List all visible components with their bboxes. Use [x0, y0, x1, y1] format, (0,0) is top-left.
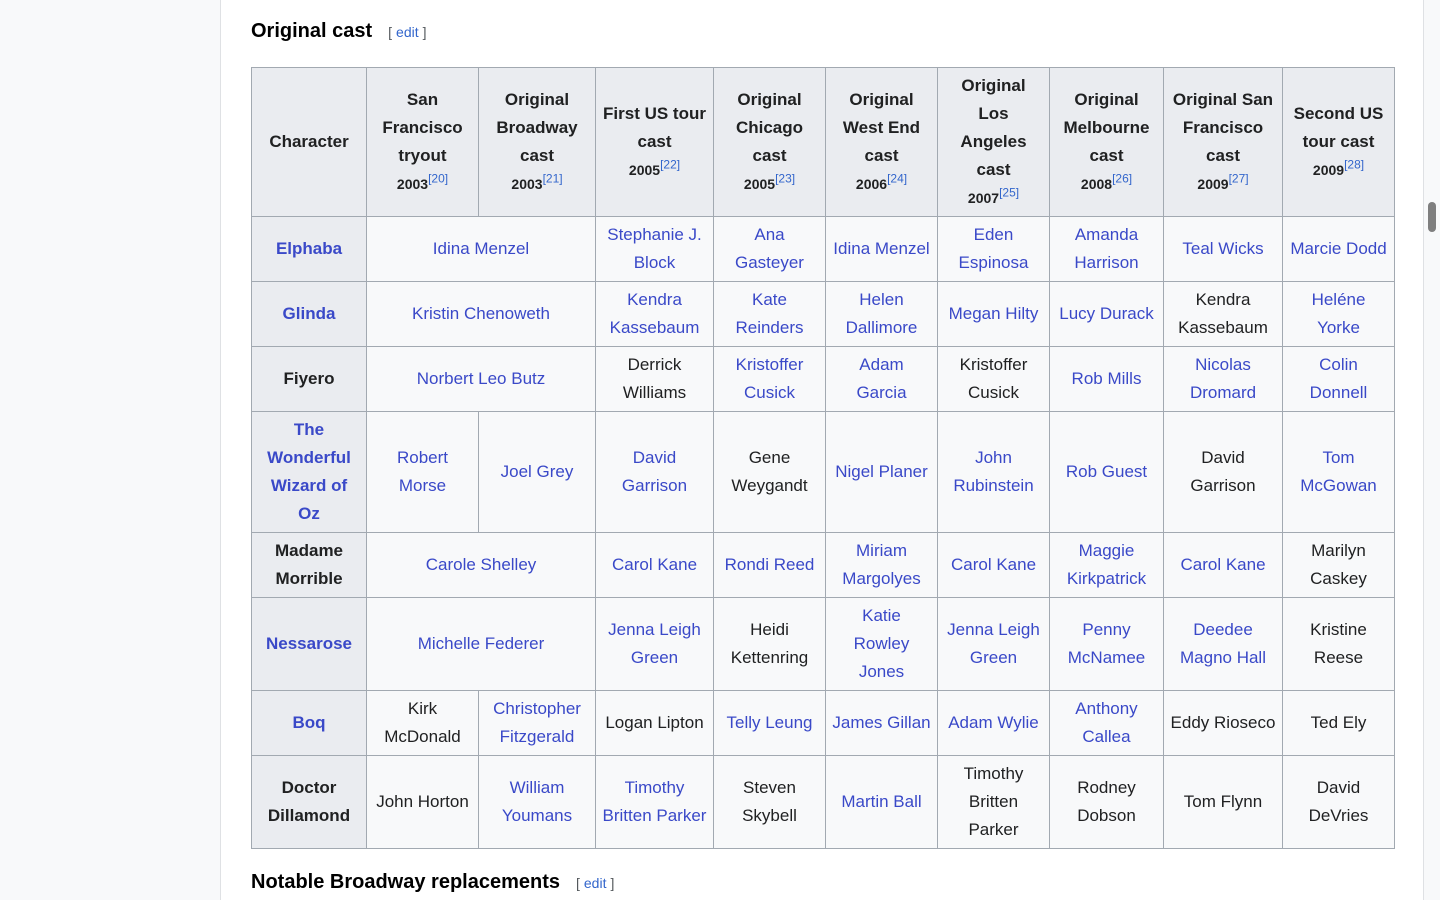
actor-link[interactable]: Deedee Magno Hall [1180, 620, 1266, 667]
cast-cell [1164, 598, 1283, 691]
cast-cell [367, 347, 596, 412]
actor-link[interactable]: Stephanie J. Block [607, 225, 702, 272]
cast-cell [367, 217, 596, 282]
cast-cell [826, 412, 938, 533]
actor-name: Marilyn Caskey [1310, 541, 1367, 588]
actor-link[interactable]: Kristin Chenoweth [412, 304, 550, 323]
actor-link[interactable]: Heléne Yorke [1311, 290, 1366, 337]
cast-cell [826, 217, 938, 282]
citation-link[interactable]: [23] [775, 171, 796, 186]
actor-name: Rodney Dobson [1077, 778, 1136, 825]
article-content [220, 0, 1424, 900]
cast-cell [826, 691, 938, 756]
actor-link[interactable]: Amanda Harrison [1074, 225, 1139, 272]
citation-link[interactable]: [26] [1112, 171, 1133, 186]
citation-link[interactable]: [20] [428, 171, 449, 186]
actor-link[interactable]: Rob Guest [1065, 462, 1148, 481]
column-header: Original Los Angeles cast 2007[25] [938, 68, 1050, 217]
cast-cell [596, 756, 714, 849]
actor-link[interactable]: Megan Hilty [948, 304, 1039, 323]
cast-cell [1283, 756, 1395, 849]
cast-cell [367, 412, 479, 533]
header-row [252, 68, 1395, 217]
actor-link[interactable]: James Gillan [832, 713, 931, 732]
character-cell [252, 598, 367, 691]
actor-link[interactable]: David Garrison [621, 448, 688, 495]
character-cell [252, 347, 367, 412]
actor-link[interactable]: Kendra Kassebaum [609, 290, 700, 337]
actor-name: Kendra Kassebaum [1178, 290, 1268, 337]
cast-cell [367, 598, 596, 691]
character-cell [252, 691, 367, 756]
cast-cell [596, 282, 714, 347]
actor-link[interactable]: Katie Rowley Jones [853, 606, 910, 681]
citation-link[interactable]: [25] [999, 185, 1020, 200]
cast-cell [1283, 217, 1395, 282]
cast-cell [714, 598, 826, 691]
cast-cell [479, 756, 596, 849]
actor-link[interactable]: Lucy Durack [1059, 304, 1154, 323]
actor-link[interactable]: Christopher Fitzgerald [493, 699, 581, 746]
section-heading-notable-replacements [251, 871, 614, 894]
cast-cell [714, 412, 826, 533]
actor-link[interactable]: Idina Menzel [432, 239, 530, 258]
actor-link[interactable]: Carol Kane [1180, 555, 1266, 574]
cast-cell [714, 282, 826, 347]
cast-cell [1164, 412, 1283, 533]
section-heading-original-cast [251, 20, 427, 43]
cast-cell [714, 691, 826, 756]
character-name: Fiyero [283, 369, 335, 388]
column-header: San Francisco tryout 2003[20] [367, 68, 479, 217]
cast-cell [596, 217, 714, 282]
actor-name: Heidi Kettenring [730, 620, 809, 667]
actor-link[interactable]: Marcie Dodd [1290, 239, 1387, 258]
actor-name: Logan Lipton [605, 713, 704, 732]
actor-name: Kristoffer Cusick [959, 355, 1028, 402]
column-header: Original West End cast 2006[24] [826, 68, 938, 217]
column-header: Original Broadway cast 2003[21] [479, 68, 596, 217]
citation-link[interactable]: [21] [542, 171, 563, 186]
cast-cell [1283, 598, 1395, 691]
edit-section: [ edit ] [388, 24, 427, 40]
actor-link[interactable]: Nigel Planer [835, 462, 928, 481]
actor-link[interactable]: Colin Donnell [1309, 355, 1368, 402]
actor-link[interactable]: Adam Garcia [856, 355, 907, 402]
cast-cell [367, 282, 596, 347]
character-cell [252, 533, 367, 598]
table-row [252, 412, 1395, 533]
cast-cell [938, 598, 1050, 691]
citation-link[interactable]: [28] [1344, 157, 1365, 172]
actor-name: Kristine Reese [1310, 620, 1367, 667]
cast-cell [596, 598, 714, 691]
cast-cell [367, 533, 596, 598]
table-row [252, 217, 1395, 282]
actor-link[interactable]: Anthony Callea [1075, 699, 1138, 746]
actor-name: Steven Skybell [742, 778, 797, 825]
actor-link[interactable]: Kristoffer Cusick [735, 355, 804, 402]
actor-name: Eddy Rioseco [1170, 713, 1276, 732]
citation-link[interactable]: [22] [660, 157, 681, 172]
cast-cell [1164, 756, 1283, 849]
column-header: Original Chicago cast 2005[23] [714, 68, 826, 217]
table-row [252, 282, 1395, 347]
table-row [252, 756, 1395, 849]
cast-cell [938, 691, 1050, 756]
cast-cell [367, 691, 479, 756]
actor-name: Kirk McDonald [384, 699, 461, 746]
actor-link[interactable]: Kate Reinders [735, 290, 804, 337]
actor-name: John Horton [376, 792, 469, 811]
cast-cell [596, 412, 714, 533]
character-cell [252, 217, 367, 282]
cast-cell [596, 347, 714, 412]
cast-cell [938, 533, 1050, 598]
citation-link[interactable]: [24] [887, 171, 908, 186]
character-link[interactable]: Glinda [282, 304, 336, 323]
character-link[interactable]: Elphaba [275, 239, 343, 258]
cast-table [251, 67, 1395, 849]
cast-cell [714, 347, 826, 412]
cast-cell [1050, 756, 1164, 849]
cast-cell [714, 533, 826, 598]
character-name: Doctor Dillamond [267, 778, 351, 825]
actor-link[interactable]: Miriam Margolyes [842, 541, 921, 588]
actor-link[interactable]: Robert Morse [396, 448, 449, 495]
actor-link[interactable]: Tom McGowan [1300, 448, 1377, 495]
actor-link[interactable]: Jenna Leigh Green [608, 620, 701, 667]
actor-link[interactable]: John Rubinstein [953, 448, 1034, 495]
actor-link[interactable]: Idina Menzel [833, 239, 930, 258]
section-title: Original cast [251, 20, 373, 42]
actor-link[interactable]: Joel Grey [500, 462, 574, 481]
actor-name: David Garrison [1190, 448, 1256, 495]
cast-cell [1050, 217, 1164, 282]
actor-link[interactable]: Maggie Kirkpatrick [1066, 541, 1147, 588]
cast-cell [714, 217, 826, 282]
cast-cell [1050, 282, 1164, 347]
column-header: First US tour cast 2005[22] [596, 68, 714, 217]
scrollbar-thumb[interactable] [1428, 202, 1436, 232]
actor-link[interactable]: Jenna Leigh Green [947, 620, 1040, 667]
cast-cell [826, 598, 938, 691]
actor-link[interactable]: Norbert Leo Butz [416, 369, 546, 388]
cast-cell [1164, 347, 1283, 412]
table-row [252, 533, 1395, 598]
cast-cell [367, 756, 479, 849]
section-title: Notable Broadway replacements [251, 871, 560, 893]
cast-cell [596, 691, 714, 756]
character-link[interactable]: Nessarose [265, 634, 352, 653]
actor-name: Ted Ely [1310, 713, 1367, 732]
cast-cell [1283, 282, 1395, 347]
character-cell [252, 282, 367, 347]
character-link[interactable]: The Wonderful Wizard of Oz [267, 420, 351, 523]
cast-cell [1283, 533, 1395, 598]
actor-link[interactable]: Martin Ball [841, 792, 922, 811]
cast-cell [1164, 691, 1283, 756]
actor-name: David DeVries [1308, 778, 1369, 825]
cast-cell [826, 282, 938, 347]
cast-cell [938, 217, 1050, 282]
cast-cell [826, 533, 938, 598]
actor-name: Derrick Williams [622, 355, 687, 402]
cast-cell [479, 412, 596, 533]
citation-link[interactable]: [27] [1228, 171, 1249, 186]
cast-cell [938, 412, 1050, 533]
cast-cell [1283, 412, 1395, 533]
column-header: Second US tour cast 2009[28] [1283, 68, 1395, 217]
edit-section: [ edit ] [576, 875, 615, 891]
column-header-character: Character [252, 68, 367, 217]
actor-link[interactable]: Carole Shelley [425, 555, 537, 574]
cast-cell [479, 691, 596, 756]
cast-cell [1050, 691, 1164, 756]
actor-link[interactable]: Telly Leung [726, 713, 813, 732]
cast-cell [826, 347, 938, 412]
actor-link[interactable]: Rondi Reed [724, 555, 815, 574]
actor-link[interactable]: Eden Espinosa [958, 225, 1029, 272]
character-cell [252, 412, 367, 533]
actor-link[interactable]: Carol Kane [611, 555, 698, 574]
actor-link[interactable]: Adam Wylie [948, 713, 1039, 732]
actor-link[interactable]: William Youmans [501, 778, 573, 825]
actor-name: Tom Flynn [1183, 792, 1263, 811]
table-row [252, 598, 1395, 691]
cast-cell [1283, 347, 1395, 412]
character-name: Madame Morrible [274, 541, 344, 588]
actor-link[interactable]: Carol Kane [950, 555, 1037, 574]
actor-link[interactable]: Ana Gasteyer [735, 225, 804, 272]
actor-link[interactable]: Penny McNamee [1067, 620, 1146, 667]
cast-cell [1164, 217, 1283, 282]
actor-link[interactable]: Teal Wicks [1182, 239, 1264, 258]
cast-cell [714, 756, 826, 849]
cast-cell [938, 282, 1050, 347]
cast-cell [596, 533, 714, 598]
actor-link[interactable]: Michelle Federer [417, 634, 545, 653]
column-header: Original Melbourne cast 2008[26] [1050, 68, 1164, 217]
table-row [252, 691, 1395, 756]
table-row [252, 347, 1395, 412]
cast-cell [1050, 412, 1164, 533]
cast-cell [1050, 598, 1164, 691]
actor-link[interactable]: Nicolas Dromard [1189, 355, 1257, 402]
cast-cell [1164, 282, 1283, 347]
cast-cell [938, 756, 1050, 849]
actor-name: Timothy Britten Parker [963, 764, 1024, 839]
cast-cell [938, 347, 1050, 412]
edit-link[interactable]: edit [396, 24, 419, 40]
column-header: Original San Francisco cast 2009[27] [1164, 68, 1283, 217]
character-cell [252, 756, 367, 849]
character-link[interactable]: Boq [292, 713, 326, 732]
edit-link[interactable]: edit [583, 875, 607, 891]
actor-link[interactable]: Helen Dallimore [845, 290, 918, 337]
actor-link[interactable]: Rob Mills [1071, 369, 1142, 388]
actor-link[interactable]: Timothy Britten Parker [602, 778, 707, 825]
actor-name: Gene Weygandt [731, 448, 808, 495]
cast-cell [1050, 533, 1164, 598]
cast-cell [1050, 347, 1164, 412]
cast-cell [826, 756, 938, 849]
cast-cell [1283, 691, 1395, 756]
cast-cell [1164, 533, 1283, 598]
